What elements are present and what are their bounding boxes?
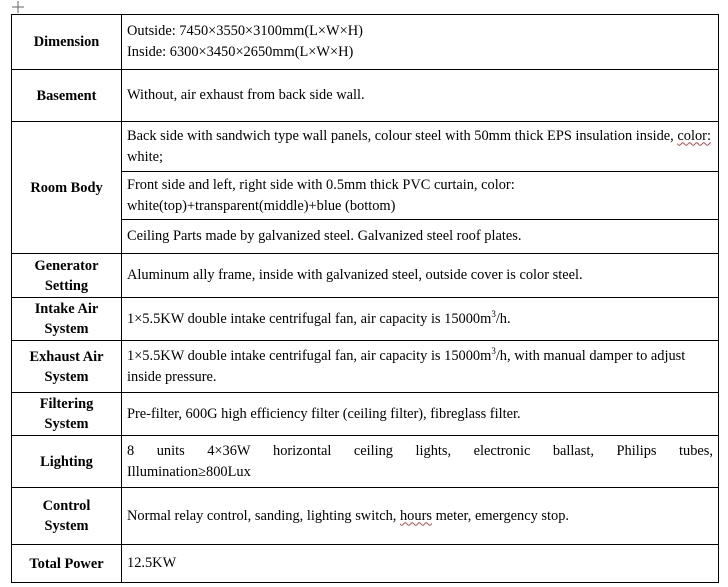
room-body-front-side	[122, 172, 719, 220]
row-value-intake	[122, 298, 719, 341]
label-line: System	[44, 518, 89, 534]
control-text-end: meter, emergency stop.	[431, 507, 569, 524]
row-label-exhaust	[12, 341, 122, 393]
label-line: Intake Air	[34, 301, 99, 317]
word: Philips	[616, 442, 657, 459]
row-label-lighting: Lighting	[12, 436, 122, 488]
row-value-basement: Without, air exhaust from back side wall.	[122, 70, 719, 122]
row-label-basement: Basement	[12, 70, 122, 122]
word: 4×36W	[207, 442, 251, 459]
label-line: Exhaust Air	[29, 348, 104, 365]
label-line: System	[44, 321, 89, 337]
table-row-filtering	[12, 393, 719, 436]
dimension-outside: Outside: 7450×3550×3100mm(L×W×H)	[127, 23, 363, 39]
room-body-front-line2: white(top)+transparent(middle)+blue (bottom)	[127, 197, 396, 214]
word: units	[156, 442, 185, 459]
word: ballast,	[552, 442, 595, 459]
dimension-inside: Inside: 6300×3450×2650mm(L×W×H)	[127, 44, 354, 60]
control-hours-word: hours	[399, 507, 432, 524]
table-row-control	[12, 488, 719, 545]
table-row-room-body-back	[12, 122, 719, 172]
label-line: Filtering	[39, 396, 94, 412]
row-value-generator: Aluminum ally frame, inside with galvanized steel, outside cover is color steel.	[122, 254, 719, 298]
word: horizontal	[273, 442, 332, 459]
row-label-dimension: Dimension	[12, 15, 122, 70]
row-label-intake	[12, 298, 122, 341]
label-line: System	[44, 368, 89, 385]
specification-table	[11, 14, 719, 583]
room-body-back-end: white;	[127, 148, 163, 165]
exhaust-text: 1×5.5KW double intake centrifugal fan, air capacity is 15000m	[127, 347, 492, 364]
table-row-total-power	[12, 545, 719, 583]
row-label-room-body: Room Body	[12, 122, 122, 254]
table-row-lighting	[12, 436, 719, 488]
intake-superscript: 3	[491, 308, 496, 319]
table-row-intake	[12, 298, 719, 341]
intake-text: 1×5.5KW double intake centrifugal fan, air capacity is 15000m	[127, 310, 492, 327]
room-body-back-side	[122, 122, 719, 172]
room-body-ceiling: Ceiling Parts made by galvanized steel. Galvanized steel roof plates.	[122, 220, 719, 254]
table-row-generator	[12, 254, 719, 298]
row-label-filtering	[12, 393, 122, 436]
room-body-back-text: Back side with sandwich type wall panels, colour steel with 50mm thick EPS insulation inside,	[127, 127, 678, 144]
exhaust-text-end: /h, with manual damper to adjust inside pressure.	[127, 347, 686, 385]
label-line: Generator	[34, 257, 99, 274]
lighting-line2: Illumination≥800Lux	[127, 463, 251, 480]
row-value-total-power: 12.5KW	[122, 545, 719, 583]
table-row-basement	[12, 70, 719, 122]
word: electronic	[473, 442, 531, 459]
row-value-filtering: Pre-filter, 600G high efficiency filter (ceiling filter), fibreglass filter.	[122, 393, 719, 436]
row-label-total-power: Total Power	[12, 545, 122, 583]
table-move-handle-icon	[11, 0, 25, 14]
room-body-front-line1: Front side and left, right side with 0.5mm thick PVC curtain, color:	[127, 176, 515, 193]
control-text: Normal relay control, sanding, lighting switch,	[127, 507, 400, 524]
label-line: Control	[42, 498, 91, 514]
table-row-exhaust	[12, 341, 719, 393]
word: lights,	[415, 442, 452, 459]
room-body-color-word: color:	[677, 127, 711, 144]
row-label-control	[12, 488, 122, 545]
row-value-dimension	[122, 15, 719, 70]
row-label-generator	[12, 254, 122, 298]
intake-text-end: /h.	[495, 310, 511, 327]
table-row-dimension	[12, 15, 719, 70]
row-value-control	[122, 488, 719, 545]
row-value-lighting	[122, 436, 719, 488]
row-value-exhaust	[122, 341, 719, 393]
label-line: System	[44, 416, 89, 432]
word: tubes,	[679, 442, 713, 459]
label-line: Setting	[44, 277, 89, 294]
word: 8	[127, 442, 135, 459]
exhaust-superscript: 3	[491, 345, 496, 356]
lighting-line1	[127, 441, 713, 462]
word: ceiling	[353, 442, 394, 459]
